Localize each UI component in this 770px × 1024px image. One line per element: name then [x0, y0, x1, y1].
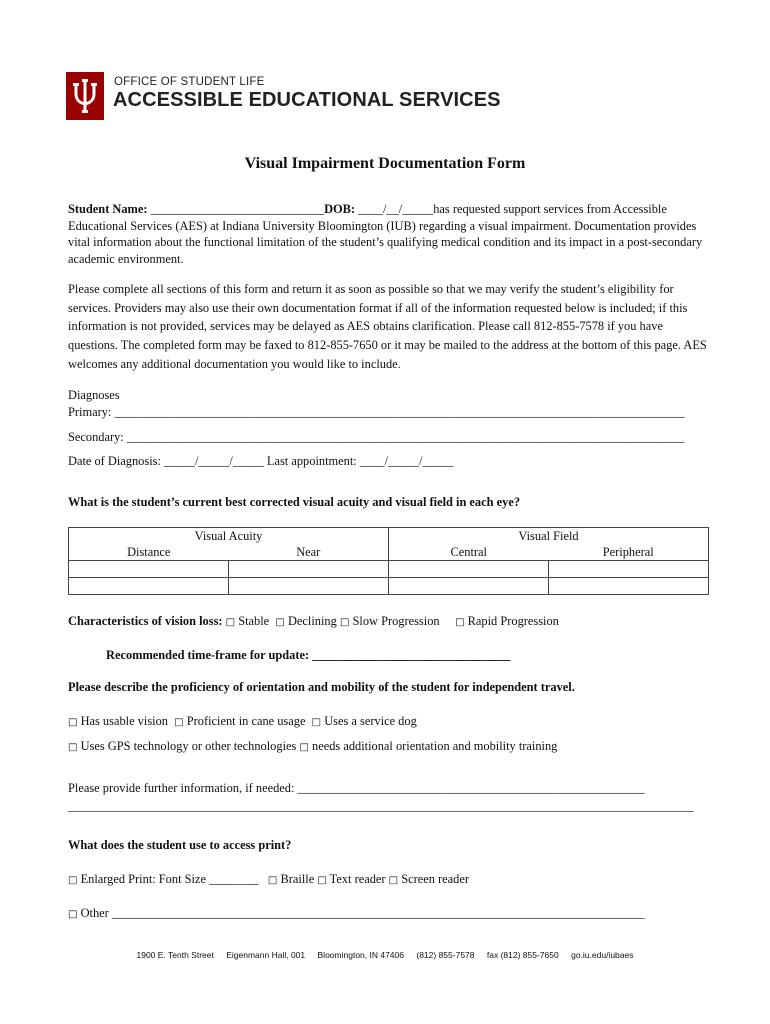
office-of-student-life: OFFICE OF STUDENT LIFE [114, 76, 265, 88]
checkbox-enlarged-print[interactable]: □ [68, 875, 78, 886]
checkbox-service-dog[interactable]: □ [311, 717, 322, 728]
other-row [68, 906, 645, 921]
option-text-reader: Text reader [329, 872, 386, 886]
vision-loss-label: Characteristics of vision loss: [68, 614, 223, 628]
peripheral-cell-1[interactable] [549, 561, 709, 578]
near-header: Near [229, 544, 389, 561]
central-cell-1[interactable] [389, 561, 549, 578]
checkbox-other[interactable]: □ [68, 909, 78, 920]
central-header: Central [389, 544, 549, 561]
option-stable: Stable [238, 614, 270, 628]
footer-fax: fax (812) 855-7650 [486, 950, 559, 960]
accessible-educational-services: ACCESSIBLE EDUCATIONAL SERVICES [113, 89, 501, 111]
primary-diagnosis-field[interactable]: Primary: ____________________________________________________________________________________________ [68, 405, 685, 419]
option-declining: Declining [287, 614, 337, 628]
distance-cell-1[interactable] [69, 561, 229, 578]
option-braille: Braille [280, 872, 315, 886]
instructions-paragraph: Please complete all sections of this form and return it as soon as possible so that we may verify the student’s eligibility for services. Providers may also use their own documentation format if all of the information requested below is included; if this information is not provided, services may be delayed as AES obtains clarification. Please call 812-855-7578 if you have questions. The completed form may be faxed to 812-855-7650 or it may be mailed to the address at the bottom of this page. AES welcomes any additional documentation you would like to include. [68, 282, 707, 371]
mobility-options-row-1 [68, 714, 417, 729]
option-rapid-progression: Rapid Progression [467, 614, 559, 628]
vision-loss-row [68, 614, 559, 629]
option-service-dog: Uses a service dog [324, 714, 417, 728]
footer-url: go.iu.edu/iubaes [571, 950, 634, 960]
intro-paragraph [68, 201, 708, 267]
mobility-question: Please describe the proficiency of orientation and mobility of the student for independent travel. [68, 680, 575, 694]
diagnoses-heading: Diagnoses [68, 388, 120, 402]
distance-cell-2[interactable] [69, 578, 229, 595]
dob-label: DOB: [324, 202, 356, 216]
checkbox-screen-reader[interactable]: □ [388, 875, 399, 886]
form-title: Visual Impairment Documentation Form [244, 155, 526, 172]
checkbox-stable[interactable]: □ [225, 617, 236, 628]
further-info-field-2[interactable]: _____________________________________________________________________________________________________ [68, 799, 694, 813]
further-info-label: Please provide further information, if needed: [68, 781, 298, 795]
checkbox-usable-vision[interactable]: □ [68, 717, 78, 728]
timeframe-field[interactable]: Recommended time-frame for update: ________________________________ [106, 648, 511, 662]
mobility-options-row-2 [68, 739, 557, 754]
checkbox-slow-progression[interactable]: □ [339, 617, 350, 628]
diagnosis-dates-field[interactable]: Date of Diagnosis: _____/_____/_____ Last appointment: ____/_____/_____ [68, 454, 454, 468]
option-slow-progression: Slow Progression [352, 614, 440, 628]
near-cell-2[interactable] [229, 578, 389, 595]
dob-blank[interactable]: ____/__/_____ [355, 202, 434, 216]
student-name-label: Student Name: [68, 202, 148, 216]
option-additional-training: needs additional orientation and mobility training [312, 739, 558, 753]
checkbox-cane-usage[interactable]: □ [174, 717, 184, 728]
peripheral-header: Peripheral [549, 544, 709, 561]
print-options-row [68, 872, 469, 887]
student-name-blank[interactable]: ____________________________ [147, 202, 325, 216]
footer-address [0, 950, 770, 960]
near-cell-1[interactable] [229, 561, 389, 578]
footer-building: Eigenmann Hall, 001 [226, 950, 306, 960]
footer-phone: (812) 855-7578 [416, 950, 475, 960]
checkbox-braille[interactable]: □ [267, 875, 278, 886]
checkbox-rapid-progression[interactable]: □ [455, 617, 465, 628]
secondary-diagnosis-field[interactable]: Secondary: __________________________________________________________________________________________ [68, 430, 685, 444]
checkbox-text-reader[interactable]: □ [317, 875, 327, 886]
iu-trident-logo [66, 72, 104, 120]
option-gps: Uses GPS technology or other technologies [80, 739, 297, 753]
footer-city: Bloomington, IN 47406 [317, 950, 404, 960]
print-question: What does the student use to access print? [68, 838, 292, 852]
visual-field-header: Visual Field [389, 528, 709, 545]
checkbox-declining[interactable]: □ [275, 617, 285, 628]
distance-header: Distance [69, 544, 229, 561]
option-screen-reader: Screen reader [401, 872, 469, 886]
enlarged-print-field[interactable]: Enlarged Print: Font Size ________ [80, 872, 259, 886]
checkbox-additional-training[interactable]: □ [299, 742, 309, 753]
checkbox-gps[interactable]: □ [68, 742, 78, 753]
visual-acuity-table [68, 527, 709, 595]
peripheral-cell-2[interactable] [549, 578, 709, 595]
further-info-row [68, 781, 644, 796]
other-field[interactable]: Other ______________________________________________________________________________________ [80, 906, 645, 920]
footer-street: 1900 E. Tenth Street [136, 950, 214, 960]
visual-acuity-header: Visual Acuity [69, 528, 389, 545]
further-info-field[interactable]: ________________________________________________________ [297, 781, 645, 795]
option-usable-vision: Has usable vision [80, 714, 168, 728]
option-cane-usage: Proficient in cane usage [186, 714, 306, 728]
central-cell-2[interactable] [389, 578, 549, 595]
intro-text: has requested support services from Accessible Educational Services (AES) at Indiana University Bloomington (IUB) regarding a visual impairment. Documentation provides vital information about the functional limitation of the student’s qualifying medical condition and its impact in a post-secondary academic environment. [68, 202, 703, 266]
acuity-question: What is the student’s current best corrected visual acuity and visual field in each eye? [68, 495, 521, 509]
